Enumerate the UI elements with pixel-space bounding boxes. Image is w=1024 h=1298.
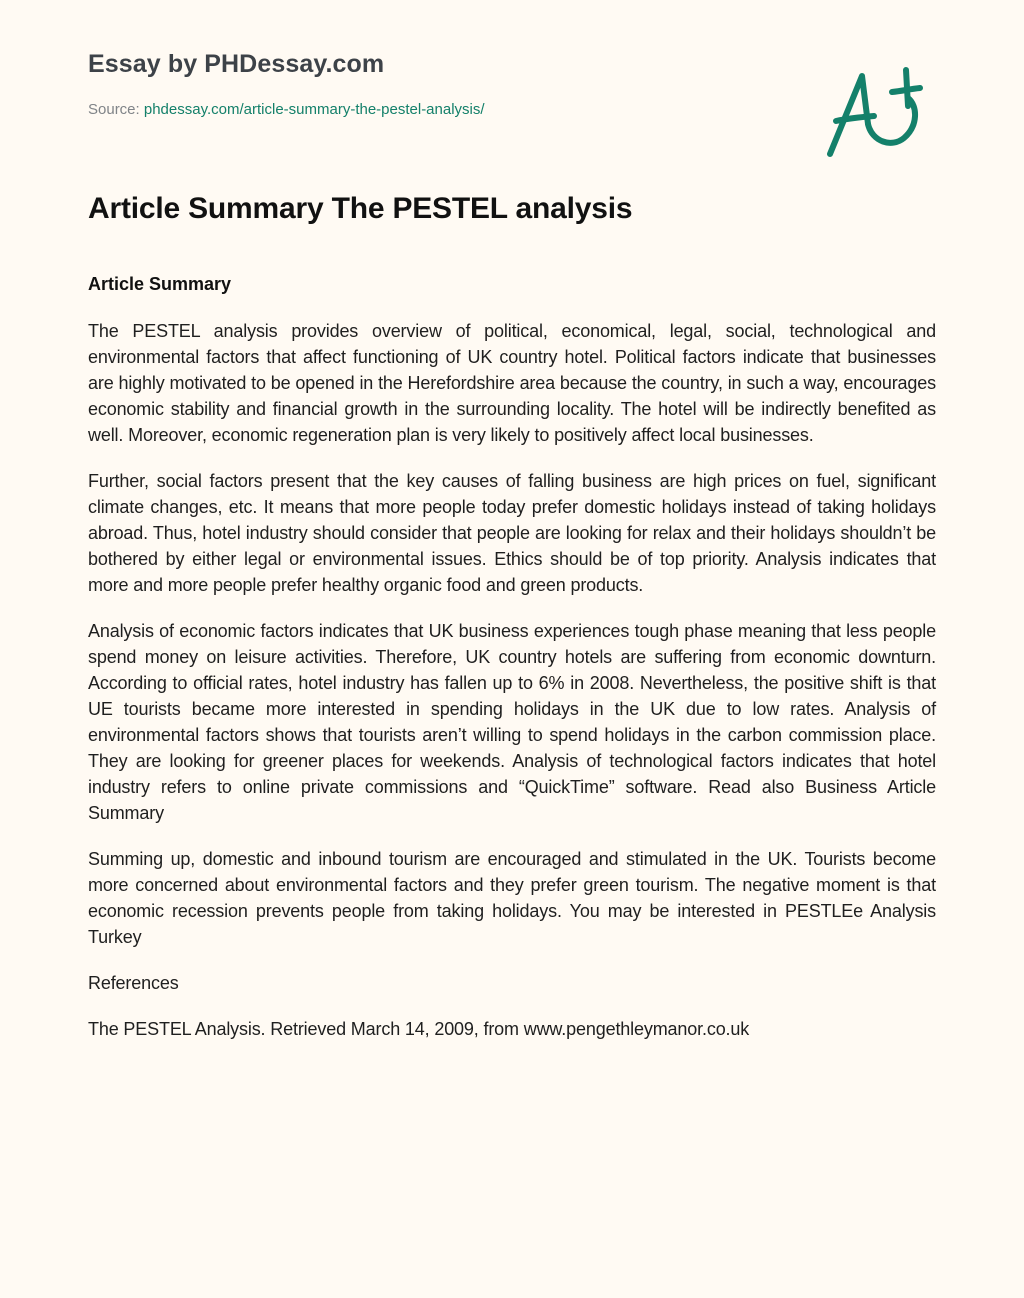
reference-item: The PESTEL Analysis. Retrieved March 14, 2009, from www.pengethleymanor.co.uk (88, 1019, 750, 1039)
paragraph-economic (88, 618, 936, 826)
paragraph-economic-text: Analysis of economic factors indicates that UK business experiences tough phase meaning that less people spend money on leisure activities. Therefore, UK country hotels are suffering from economic downturn. According to official rates, hotel industry has fallen up to 6% in 2008. Nevertheless, the positive shift is that UE tourists became more interested in spending holidays in the UK due to low rates. Analysis of environmental factors shows that tourists aren’t willing to spend holidays in the carbon commission place. They are looking for greener places for weekends. Analysis of technological factors indicates that hotel industry refers to online private commissions and “QuickTime” software. (88, 621, 936, 797)
section-heading: Article Summary (88, 274, 232, 294)
article-body (88, 318, 936, 1062)
source-link[interactable]: phdessay.com/article-summary-the-pestel-analysis/ (143, 101, 485, 118)
paragraph-political: The PESTEL analysis provides overview of political, economical, legal, social, technological and environmental factors that affect functioning of UK country hotel. Political factors indicate that businesses are highly motivated to be opened in the Herefordshire area because the country, in such a way, encourages economic stability and financial growth in the surrounding locality. The hotel will be indirectly benefited as well. Moreover, economic regeneration plan is very likely to positively affect local businesses. (88, 321, 936, 445)
paragraph-summary (88, 846, 936, 950)
article-title: Article Summary The PESTEL analysis (88, 192, 633, 225)
paragraph-summary-text: Summing up, domestic and inbound tourism are encouraged and stimulated in the UK. Tourists become more concerned about environmental factors and they prefer green tourism. The negative moment is that economic recession prevents people from taking holidays. (88, 849, 936, 921)
source-line (88, 101, 485, 118)
a-plus-grade-icon (822, 62, 932, 162)
paragraph-social: Further, social factors present that the key causes of falling business are high prices on fuel, significant climate changes, etc. It means that more people today prefer domestic holidays instead of taking holidays abroad. Thus, hotel industry should consider that people are looking for relax and their holidays shouldn’t be bothered by either legal or environmental issues. Ethics should be of top priority. Analysis indicates that more and more people prefer healthy organic food and green products. (88, 471, 936, 595)
source-label: Source: (88, 101, 144, 118)
references-heading: References (88, 973, 179, 993)
read-also-link[interactable]: Read also Business Article Summary (88, 777, 936, 823)
site-title: Essay by PHDessay.com (88, 50, 385, 78)
related-essay-link[interactable]: You may be interested in PESTLEe Analysis Turkey (88, 901, 936, 947)
